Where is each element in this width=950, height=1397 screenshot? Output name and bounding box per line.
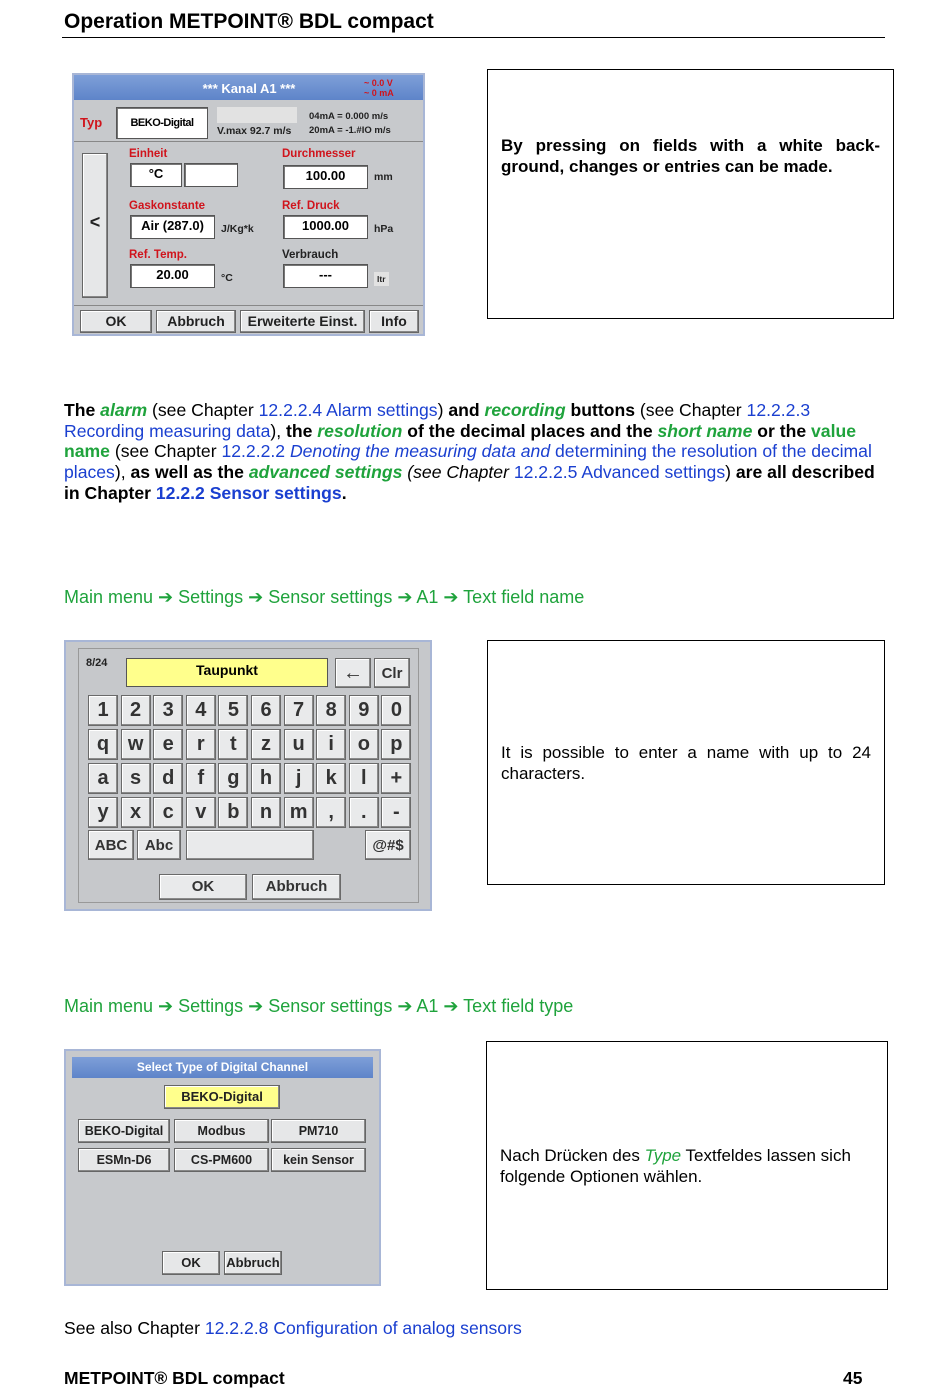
key-e[interactable]: e: [153, 729, 183, 760]
key-8[interactable]: 8: [316, 695, 346, 726]
scale-info-line1: 04mA = 0.000 m/s: [309, 111, 389, 122]
key-6[interactable]: 6: [251, 695, 281, 726]
key-minus[interactable]: -: [381, 797, 411, 828]
abbruch-button[interactable]: Abbruch: [252, 874, 341, 900]
note-text-type-options: [500, 1145, 874, 1187]
space-key[interactable]: [186, 830, 314, 860]
para-text: the: [286, 420, 318, 441]
option-pm710[interactable]: PM710: [271, 1119, 366, 1143]
para-text: .: [341, 482, 347, 503]
para-text: (see Chapter: [635, 400, 747, 420]
gaskonstante-label: Gaskonstante: [129, 200, 206, 212]
key-h[interactable]: h: [251, 763, 281, 794]
separator-line: [74, 141, 423, 142]
gaskonstante-field[interactable]: Air (287.0): [130, 215, 215, 239]
type-term: Type: [644, 1145, 682, 1165]
verbrauch-label: Verbrauch: [282, 249, 339, 261]
para-text: ),: [114, 462, 131, 483]
erweiterte-einstellungen-button[interactable]: Erweiterte Einst.: [240, 310, 365, 333]
note-text-name-length: It is possible to enter a name with up to 24 characters.: [501, 742, 871, 783]
einheit-extra-field[interactable]: [184, 163, 238, 187]
key-o[interactable]: o: [349, 729, 379, 760]
para-text: (see Chapter: [147, 400, 259, 420]
key-period[interactable]: .: [349, 797, 379, 828]
analog-sensors-link[interactable]: 12.2.2.8 Configuration of analog sensors: [204, 1318, 522, 1338]
para-text: ): [437, 400, 449, 420]
backspace-key[interactable]: ←: [335, 658, 371, 688]
para-text: ): [725, 462, 736, 483]
ok-button[interactable]: OK: [80, 310, 152, 333]
key-c[interactable]: c: [153, 797, 183, 828]
key-5[interactable]: 5: [218, 695, 248, 726]
key-d[interactable]: d: [153, 763, 183, 794]
key-b[interactable]: b: [218, 797, 248, 828]
key-y[interactable]: y: [88, 797, 118, 828]
selected-type-field[interactable]: BEKO-Digital: [164, 1085, 280, 1109]
option-modbus[interactable]: Modbus: [174, 1119, 269, 1143]
alarm-settings-link[interactable]: 12.2.2.4 Alarm settings: [258, 400, 438, 420]
menu-path-text-field-name: Main menu ➔ Settings ➔ Sensor settings ➔ A1 ➔ Text field name: [64, 587, 585, 607]
typ-label: Typ: [80, 115, 103, 130]
ref-temp-field[interactable]: 20.00: [130, 264, 215, 288]
durchmesser-label: Durchmesser: [282, 148, 356, 160]
key-t[interactable]: t: [218, 729, 248, 760]
back-button[interactable]: [82, 153, 108, 298]
note-text: Nach Drücken des: [500, 1145, 645, 1165]
bottom-separator: [74, 305, 423, 306]
name-input-field[interactable]: Taupunkt: [126, 658, 328, 687]
key-i[interactable]: i: [316, 729, 346, 760]
key-n[interactable]: n: [251, 797, 281, 828]
alarm-term: alarm: [100, 400, 148, 420]
uppercase-mode-key[interactable]: ABC: [88, 830, 134, 860]
note-text-edit-fields: By pressing on fields with a white back-ground, changes or entries can be made.: [501, 136, 880, 176]
key-m[interactable]: m: [284, 797, 314, 828]
denoting-link-italic[interactable]: Denoting the measuring data and: [289, 441, 551, 462]
see-also-line: [64, 1318, 522, 1339]
key-plus[interactable]: +: [381, 763, 411, 794]
recording-link[interactable]: 12.2.2.3 Recording measuring data: [64, 400, 811, 441]
recording-term: recording: [484, 400, 566, 420]
ok-button[interactable]: OK: [159, 874, 247, 900]
key-v[interactable]: v: [186, 797, 216, 828]
channel-settings-screenshot: [72, 73, 425, 336]
back-arrow-icon: <: [89, 212, 101, 232]
page-number: 45: [843, 1368, 863, 1388]
advanced-settings-link[interactable]: 12.2.2.5 Advanced settings: [513, 462, 726, 483]
einheit-label: Einheit: [129, 148, 168, 160]
key-7[interactable]: 7: [284, 695, 314, 726]
key-a[interactable]: a: [88, 763, 118, 794]
denoting-link-rest[interactable]: determining the resolution of the decimal places: [64, 441, 872, 483]
para-text: or the: [752, 420, 812, 441]
einheit-field[interactable]: °C: [130, 163, 182, 187]
key-f[interactable]: f: [186, 763, 216, 794]
advanced-settings-term: advanced settings: [248, 462, 403, 483]
denoting-link-number[interactable]: 12.2.2.2: [221, 441, 290, 462]
key-9[interactable]: 9: [349, 695, 379, 726]
ref-temp-label: Ref. Temp.: [129, 249, 187, 261]
info-button[interactable]: Info: [369, 310, 419, 333]
short-name-term: short name: [657, 420, 753, 441]
ok-button[interactable]: OK: [162, 1251, 220, 1275]
key-1[interactable]: 1: [88, 695, 118, 726]
option-beko-digital[interactable]: BEKO-Digital: [78, 1119, 170, 1143]
key-k[interactable]: k: [316, 763, 346, 794]
para-text: ),: [270, 420, 286, 441]
durchmesser-unit: mm: [374, 171, 393, 183]
signal-status-current: ~ 0 mA: [364, 88, 394, 98]
para-text: of the decimal places and the: [402, 420, 658, 441]
key-s[interactable]: s: [121, 763, 151, 794]
para-text: buttons: [565, 400, 636, 420]
resolution-term: resolution: [317, 420, 403, 441]
note-box-name-length: [487, 640, 885, 885]
key-p[interactable]: p: [381, 729, 411, 760]
ref-druck-label: Ref. Druck: [282, 200, 340, 212]
key-g[interactable]: g: [218, 763, 248, 794]
typ-field[interactable]: BEKO-Digital: [116, 107, 208, 139]
menu-path-text-field-type: Main menu ➔ Settings ➔ Sensor settings ➔ A1 ➔ Text field type: [64, 996, 574, 1016]
key-3[interactable]: 3: [153, 695, 183, 726]
see-also-text: See also Chapter: [64, 1318, 205, 1338]
para-text: as well as the: [130, 462, 249, 483]
key-z[interactable]: z: [251, 729, 281, 760]
ref-temp-unit: °C: [221, 272, 233, 284]
key-x[interactable]: x: [121, 797, 151, 828]
key-comma[interactable]: ,: [316, 797, 346, 828]
note-text: Textfeldes lassen sich folgende Optionen wählen.: [500, 1145, 851, 1186]
char-counter: 8/24: [86, 657, 108, 669]
key-j[interactable]: j: [284, 763, 314, 794]
key-0[interactable]: 0: [381, 695, 411, 726]
value-name-term: value name: [64, 420, 857, 462]
key-r[interactable]: r: [186, 729, 216, 760]
keyboard-screenshot: [64, 640, 432, 911]
para-text: are all described in Chapter: [64, 462, 875, 503]
para-text: The: [64, 400, 101, 420]
key-w[interactable]: w: [121, 729, 151, 760]
sensor-settings-paragraph: [64, 400, 884, 504]
key-l[interactable]: l: [349, 763, 379, 794]
scale-info-line2: 20mA = -1.#IO m/s: [309, 125, 391, 136]
option-esmn-d6[interactable]: ESMn-D6: [78, 1148, 170, 1172]
key-u[interactable]: u: [284, 729, 314, 760]
ref-druck-unit: hPa: [374, 223, 394, 235]
para-text: (see Chapter: [402, 462, 514, 483]
option-kein-sensor[interactable]: kein Sensor: [271, 1148, 366, 1172]
verbrauch-field[interactable]: ---: [283, 264, 368, 288]
channel-title: *** Kanal A1 ***: [202, 81, 296, 96]
document-title: Operation METPOINT® BDL compact: [64, 10, 434, 33]
verbrauch-unit: ltr: [374, 272, 389, 286]
channel-title-bar: [74, 75, 423, 100]
abbruch-button[interactable]: Abbruch: [224, 1251, 282, 1275]
select-type-screenshot: [64, 1049, 381, 1286]
key-q[interactable]: q: [88, 729, 118, 760]
option-cs-pm600[interactable]: CS-PM600: [174, 1148, 269, 1172]
note-box-edit-fields: [487, 69, 894, 319]
note-box-type-options: [486, 1041, 888, 1290]
select-type-title: Select Type of Digital Channel: [72, 1057, 373, 1078]
typ-aux-field: [217, 107, 297, 123]
mixedcase-mode-key[interactable]: Abc: [137, 830, 181, 860]
vmax-text: V.max 92.7 m/s: [217, 125, 292, 137]
signal-status-voltage: ~ 0.0 V: [364, 78, 393, 88]
key-2[interactable]: 2: [121, 695, 151, 726]
gaskonstante-unit: J/Kg*k: [221, 223, 254, 235]
para-text: and: [448, 400, 485, 420]
footer-product-name: METPOINT® BDL compact: [64, 1368, 285, 1388]
abbruch-button[interactable]: Abbruch: [156, 310, 236, 333]
clear-key[interactable]: Clr: [374, 658, 410, 688]
durchmesser-field[interactable]: 100.00: [283, 165, 368, 189]
sensor-settings-link[interactable]: 12.2.2 Sensor settings: [155, 482, 342, 503]
ref-druck-field[interactable]: 1000.00: [283, 215, 368, 239]
para-text: (see Chapter: [109, 441, 222, 462]
key-4[interactable]: 4: [186, 695, 216, 726]
symbols-key[interactable]: @#$: [365, 830, 411, 860]
header-rule: [62, 37, 885, 38]
